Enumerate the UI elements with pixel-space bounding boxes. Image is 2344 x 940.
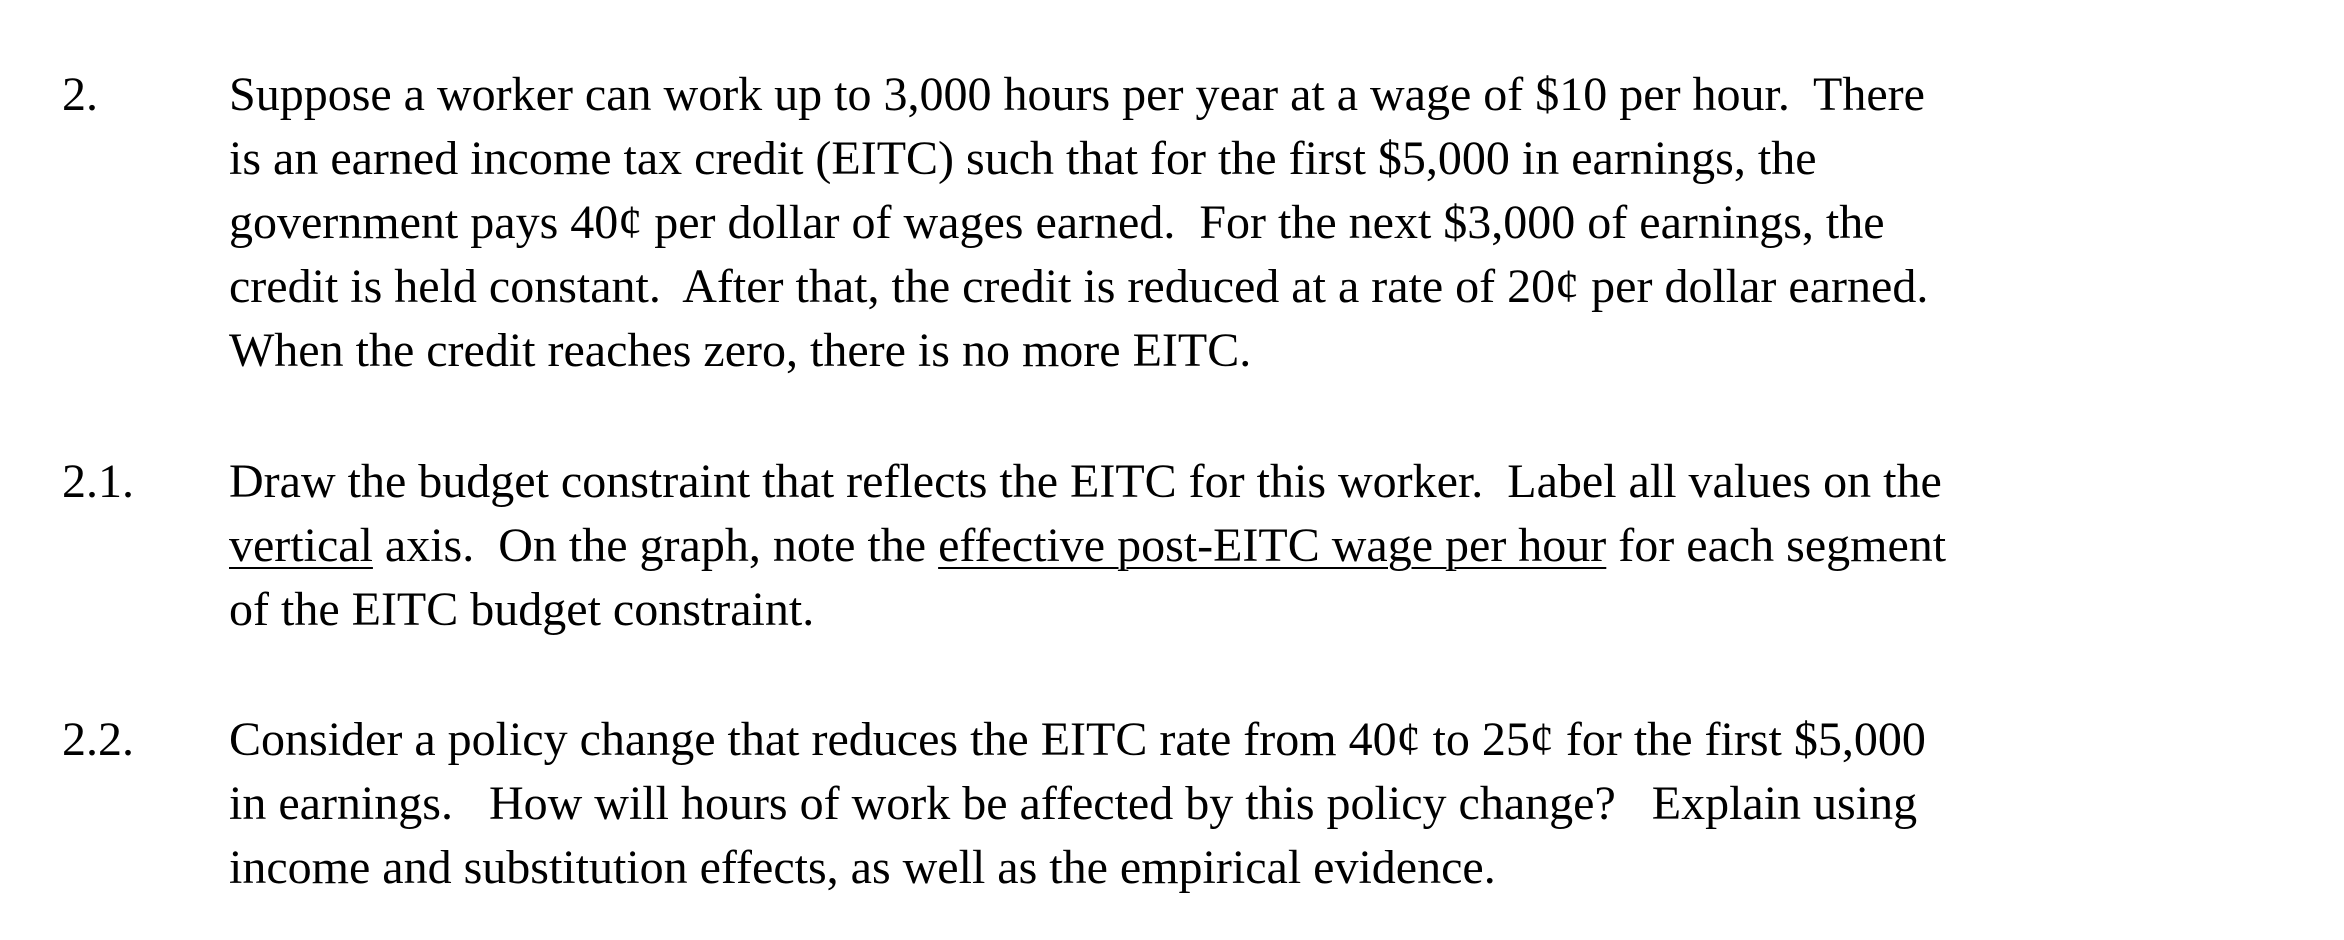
text-line: of the EITC budget constraint. — [229, 583, 815, 636]
text-line: is an earned income tax credit (EITC) such that for the first $5,000 in earnings, the — [229, 132, 1817, 185]
question-number: 2.1. — [62, 455, 134, 508]
question-number: 2.2. — [62, 713, 134, 766]
text-line: Suppose a worker can work up to 3,000 hours per year at a wage of $10 per hour. There — [229, 68, 1925, 121]
question-text — [229, 63, 2309, 383]
text-line — [229, 514, 2309, 578]
text-line: Consider a policy change that reduces the EITC rate from 40¢ to 25¢ for the first $5,000 — [229, 713, 1926, 766]
question-text — [229, 708, 2309, 900]
text-line: income and substitution effects, as well as the empirical evidence. — [229, 841, 1496, 894]
text-line: Draw the budget constraint that reflects the EITC for this worker. Label all values on the — [229, 455, 1942, 508]
text-line: in earnings. How will hours of work be affected by this policy change? Explain using — [229, 777, 1918, 830]
question-text — [229, 450, 2309, 642]
underlined-term-effective-wage: effective post-EITC wage per hour — [938, 519, 1607, 572]
underlined-term-vertical: vertical — [229, 519, 373, 572]
text-segment: for each segment — [1606, 519, 1947, 572]
text-line: When the credit reaches zero, there is no more EITC. — [229, 324, 1252, 377]
text-line: government pays 40¢ per dollar of wages earned. For the next $3,000 of earnings, the — [229, 196, 1885, 249]
text-segment: axis. On the graph, note the — [372, 519, 939, 572]
question-number: 2. — [62, 68, 98, 121]
text-line: credit is held constant. After that, the credit is reduced at a rate of 20¢ per dollar earned. — [229, 260, 1929, 313]
